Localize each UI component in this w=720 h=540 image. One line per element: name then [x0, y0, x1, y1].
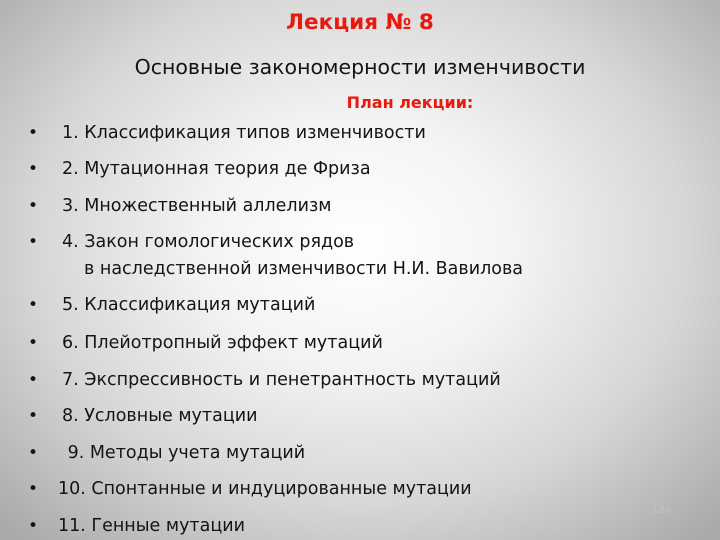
outline-item-text: 10. Спонтанные и индуцированные мутации — [58, 479, 472, 499]
bullet-icon: • — [28, 333, 39, 353]
bullet-icon: • — [28, 159, 39, 179]
slide-number: 124 — [652, 505, 672, 516]
bullet-icon: • — [28, 295, 39, 315]
outline-item-continuation: в наследственной изменчивости Н.И. Вавилова — [84, 259, 523, 279]
outline-item-text: 9. Методы учета мутаций — [62, 443, 306, 463]
bullet-icon: • — [28, 232, 39, 252]
outline-item-text: 8. Условные мутации — [62, 406, 258, 426]
bullet-icon: • — [28, 443, 39, 463]
bullet-icon: • — [28, 479, 39, 499]
outline-item-text: 1. Классификация типов изменчивости — [62, 123, 426, 143]
outline-item-text: 5. Классификация мутаций — [62, 295, 316, 315]
bullet-icon: • — [28, 123, 39, 143]
outline-item-text: 3. Множественный аллелизм — [62, 196, 332, 216]
bullet-icon: • — [28, 406, 39, 426]
outline-item-text: 4. Закон гомологических рядов — [62, 232, 355, 252]
outline-item-text: 7. Экспрессивность и пенетрантность мутаций — [62, 370, 501, 390]
outline-item-text: 2. Мутационная теория де Фриза — [62, 159, 371, 179]
outline-item-text: 6. Плейотропный эффект мутаций — [62, 333, 383, 353]
lecture-title: Лекция № 8 — [286, 10, 434, 35]
bullet-icon: • — [28, 370, 39, 390]
bullet-icon: • — [28, 516, 39, 536]
bullet-icon: • — [28, 196, 39, 216]
lecture-subtitle: Основные закономерности изменчивости — [134, 55, 586, 79]
outline-item-text: 11. Генные мутации — [58, 516, 245, 536]
plan-heading: План лекции: — [346, 93, 474, 112]
